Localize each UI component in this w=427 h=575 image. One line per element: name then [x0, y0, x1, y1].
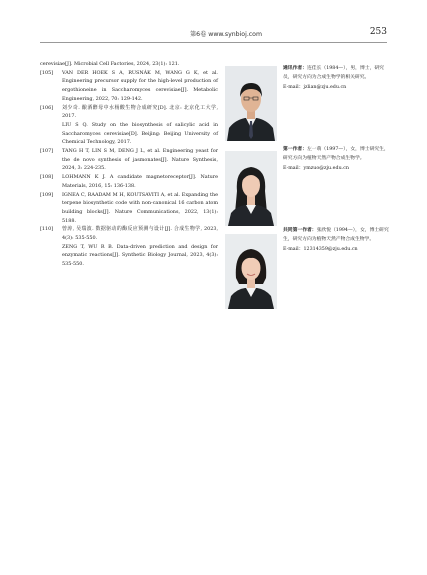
reference-list [40, 60, 218, 269]
reference-text: LOHMANN K J. A candidate magnetoreceptor[J]. Nature Materials, 2016, 15: 136-138. [62, 174, 218, 189]
author-description: 连佳长（1984—），男，博士，研究员，研究方向为合成生物学的相关研究。 [283, 66, 384, 80]
reference-number: [106] [40, 104, 54, 111]
reference-item [40, 60, 218, 69]
reference-number: [110] [40, 226, 54, 233]
author-description: 左一萌（1997—），女，博士研究生，研究方向为植物天然产物合成生物学。 [283, 147, 389, 161]
reference-item [40, 173, 218, 190]
author-photo [225, 234, 277, 309]
reference-text: LIU S Q. Study on the biosynthesis of salicylic acid in Saccharomyces cerevisiae[D]. Beijing: Beijing University of Chemical Technology, 2017. [62, 121, 218, 146]
reference-text: VAN DER HOEK S A, RUSNÁK M, WANG G K, et al. Engineering precursor supply for the high-level production of ergothioneine in Saccharomyces cerevisiae[J]. Metabolic Engineering, 2022, 70: 129-142. [62, 69, 218, 102]
author-email: E-mail：12314359@zju.edu.cn [283, 246, 358, 252]
author-email: E-mail：jzlian@zju.edu.cn [283, 84, 347, 90]
author-role: 通讯作者： [283, 65, 307, 71]
reference-text: 曾涛, 吴瑞波. 数据驱动的酶反应预测与设计[J]. 合成生物学, 2023, 4(3): 535-550. [62, 226, 218, 242]
page-header [40, 28, 387, 43]
page-number: 253 [369, 27, 387, 37]
reference-item [40, 243, 218, 269]
reference-item [40, 147, 218, 173]
reference-item [40, 191, 218, 226]
reference-text: TANG H T, LIN S M, DENG J L, et al. Engineering yeast for the de novo synthesis of jasmonates[J]. Nature Synthesis, 2024, 3: 224-235. [62, 148, 218, 172]
author-bio [283, 226, 391, 254]
author-bio [283, 145, 391, 173]
reference-item [40, 69, 218, 104]
reference-text: 刘少奇. 酿酒酵母中水杨酸生物合成研究[D]. 北京: 北京化工大学, 2017. [62, 104, 218, 120]
reference-number: [107] [40, 148, 54, 155]
reference-item [40, 225, 218, 242]
reference-text: cerevisiae[J]. Microbial Cell Factories, 2024, 23(1): 121. [40, 61, 180, 67]
author-bio [283, 64, 391, 92]
author-role: 第一作者： [283, 146, 307, 152]
author-description: 张欣悦（1994—），女，博士研究生，研究方向为植物天然产物合成生物学。 [283, 228, 389, 242]
reference-text: IGNEA C, RAADAM M H, KOUTSAVITI A, et al. Expanding the terpene biosynthetic code with non-canonical 16 carbon atom building blocks[J]. Nature Communications, 2022, 13(1): 5188. [62, 191, 218, 224]
author-photo [225, 66, 277, 141]
author-role: 共同第一作者： [283, 227, 317, 233]
journal-header: 第6卷 www.synbioj.com [190, 31, 262, 38]
reference-text: ZENG T, WU R B. Data-driven prediction and design for enzymatic reactions[J]. Synthetic Biology Journal, 2023, 4(3): 535-550. [62, 243, 218, 268]
author-email: E-mail：ymzuo@zju.edu.cn [283, 165, 349, 171]
author-photo [225, 151, 277, 226]
reference-number: [108] [40, 174, 54, 181]
reference-number: [109] [40, 191, 54, 198]
reference-item [40, 104, 218, 121]
reference-number: [105] [40, 69, 54, 76]
reference-item [40, 121, 218, 147]
